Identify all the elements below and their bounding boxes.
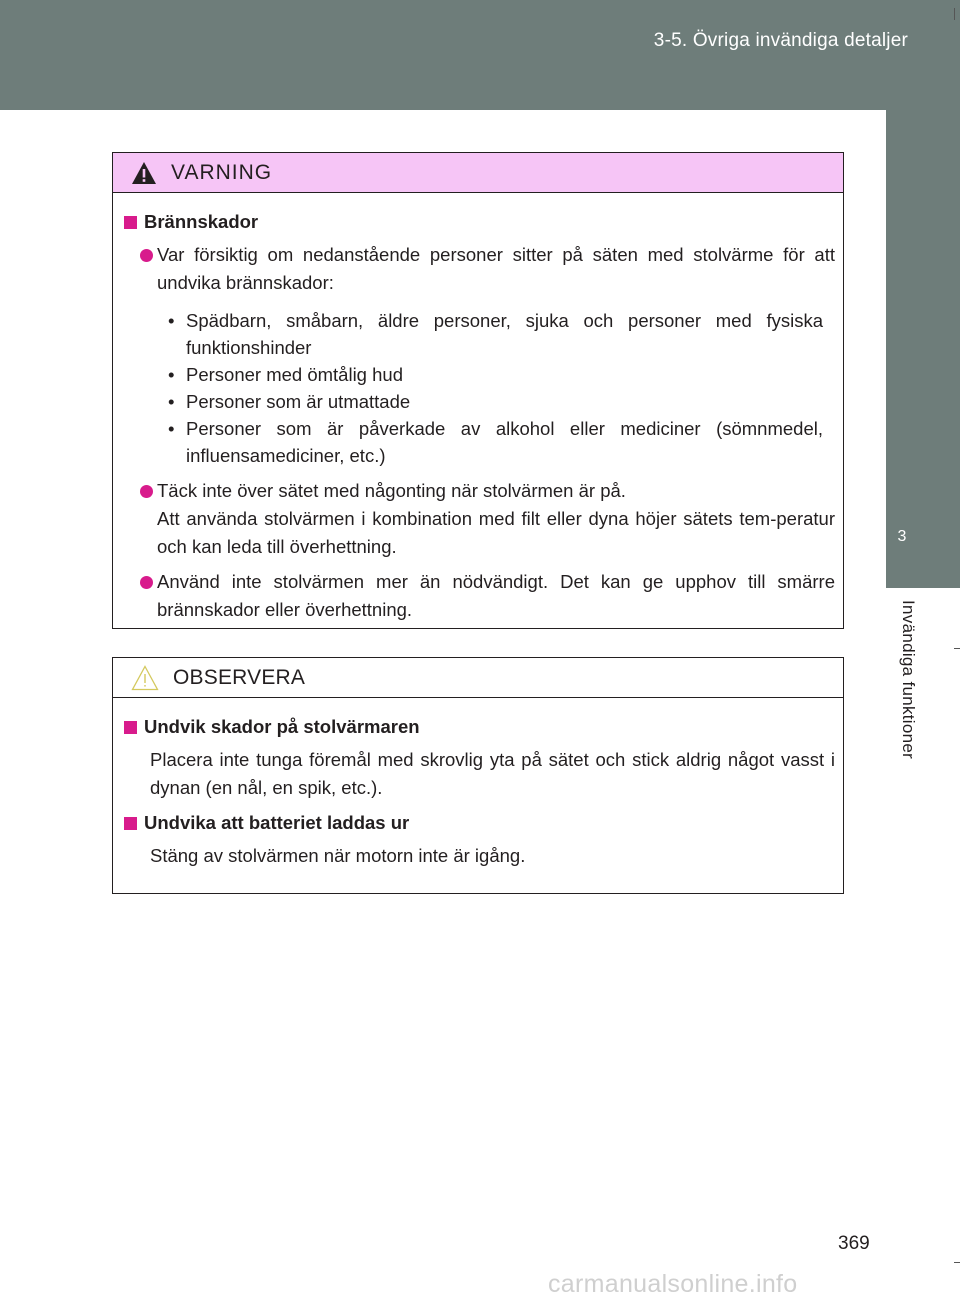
- bullet-list: [124, 307, 835, 469]
- notice-header: [113, 658, 843, 698]
- section-heading-text: Brännskador: [144, 211, 259, 232]
- bullet-text: Personer med ömtålig hud: [186, 364, 403, 385]
- crop-mark: [954, 1262, 960, 1263]
- list-item-text: Använd inte stolvärmen mer än nödvändigt. Det kan ge upphov till smärre brännskador eller överhettning.: [157, 571, 835, 620]
- round-bullet-icon: [140, 485, 153, 498]
- list-item-text: Var försiktig om nedanstående personer sitter på säten med stolvärme för att undvika brännskador:: [157, 244, 835, 293]
- warning-box: [112, 152, 844, 629]
- list-item: [124, 241, 835, 297]
- chapter-number: 3: [897, 528, 907, 545]
- square-bullet-icon: [124, 817, 137, 830]
- warning-title: VARNING: [171, 160, 273, 184]
- bullet-dot-icon: •: [168, 364, 175, 385]
- round-bullet-icon: [140, 249, 153, 262]
- bullet-text: Personer som är påverkade av alkohol eller mediciner (sömnmedel, influensamediciner, etc.): [186, 418, 823, 466]
- bullet-item: [124, 307, 835, 361]
- page-number: 369: [838, 1233, 870, 1254]
- warning-header: [113, 153, 843, 193]
- chapter-label: Invändiga funktioner: [899, 600, 918, 760]
- caution-triangle-icon: [131, 665, 159, 691]
- square-bullet-icon: [124, 721, 137, 734]
- list-item-text: Täck inte över sätet med någonting när stolvärmen är på.: [157, 480, 626, 501]
- bullet-text: Spädbarn, småbarn, äldre personer, sjuka och personer med fysiska funktionshinder: [186, 310, 823, 358]
- bullet-dot-icon: •: [168, 418, 175, 439]
- crop-mark: [954, 8, 955, 20]
- list-item: [124, 477, 835, 561]
- watermark: carmanualsonline.info: [548, 1270, 798, 1298]
- warning-triangle-icon: [131, 161, 157, 185]
- section-heading-text: Undvik skador på stolvärmaren: [144, 716, 420, 737]
- chapter-tab: [886, 110, 960, 588]
- notice-title: OBSERVERA: [173, 665, 306, 689]
- list-item-continuation: Att använda stolvärmen i kombination med filt eller dyna höjer sätets tem-peratur och kan leda till överhettning.: [157, 508, 835, 557]
- section-heading-text: Undvika att batteriet laddas ur: [144, 812, 410, 833]
- section-heading: [124, 714, 835, 740]
- section-heading: [124, 810, 835, 836]
- bullet-item: [124, 415, 835, 469]
- list-item: [124, 568, 835, 624]
- section-title: 3-5. Övriga invändiga detaljer: [653, 30, 908, 51]
- notice-box: [112, 657, 844, 894]
- bullet-item: [124, 361, 835, 388]
- section-text: Placera inte tunga föremål med skrovlig yta på sätet och stick aldrig något vasst i dynan (en nål, en spik, etc.).: [150, 749, 835, 798]
- bullet-item: [124, 388, 835, 415]
- square-bullet-icon: [124, 216, 137, 229]
- section-text: Stäng av stolvärmen när motorn inte är igång.: [150, 845, 526, 866]
- crop-mark: [954, 648, 960, 649]
- section-heading: [124, 209, 835, 235]
- bullet-text: Personer som är utmattade: [186, 391, 411, 412]
- bullet-dot-icon: •: [168, 310, 175, 331]
- header-band: [0, 0, 960, 110]
- warning-body: [113, 193, 843, 624]
- round-bullet-icon: [140, 576, 153, 589]
- notice-body: [113, 698, 843, 870]
- bullet-dot-icon: •: [168, 391, 175, 412]
